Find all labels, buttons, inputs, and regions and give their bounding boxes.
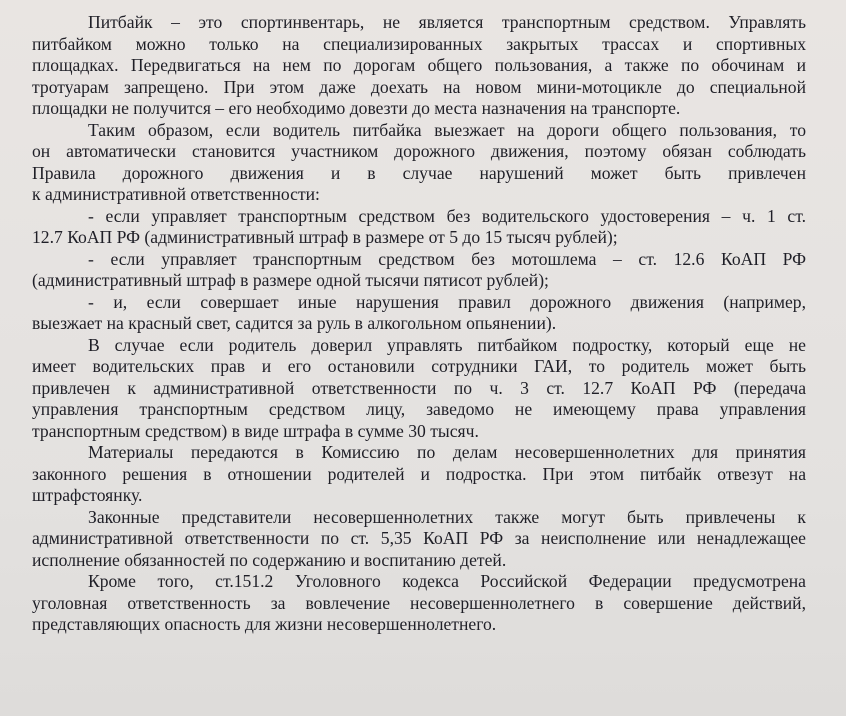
list-item-no-license	[32, 206, 806, 249]
list-item-other-violations	[32, 292, 806, 335]
text-line: транспортным средством) в виде штрафа в сумме 30 тысяч.	[32, 420, 479, 441]
paragraph-traffic-participant	[32, 120, 806, 206]
text-line: он автоматически становится участником дорожного движения, поэтому обязан соблюдать	[32, 141, 806, 161]
text-line: тротуарам запрещено. При этом даже доехать на новом мини-мотоцикле до специальной	[32, 76, 806, 97]
text-line: к административной ответственности:	[32, 184, 320, 204]
text-line: представляющих опасность для жизни несовершеннолетнего.	[32, 614, 497, 634]
text-line: - если управляет транспортным средством без водительского удостоверения – ч. 1 ст.	[88, 205, 806, 226]
text-line: имеет водительских прав и его остановили сотрудники ГАИ, то родитель может быть	[32, 356, 806, 376]
text-line: штрафстоянку.	[32, 485, 143, 505]
text-line: Питбайк – это спортинвентарь, не является транспортным средством. Управлять	[88, 12, 806, 32]
paragraph-commission	[32, 442, 806, 507]
text-line: В случае если родитель доверил управлять питбайком подростку, который еще не	[88, 334, 806, 355]
text-line: площадках. Передвигаться на нем по дорогам общего пользования, а также по обочинам и	[32, 55, 806, 75]
text-line: Правила дорожного движения и в случае нарушений может быть привлечен	[32, 162, 806, 183]
paragraph-parent-liability	[32, 335, 806, 443]
text-line: - если управляет транспортным средством без мотошлема – ст. 12.6 КоАП РФ	[88, 248, 806, 269]
text-line: Законные представители несовершеннолетних также могут быть привлечены к	[88, 506, 806, 527]
text-line: площадки не получится – его необходимо довезти до места назначения на транспорте.	[32, 98, 681, 118]
text-line: - и, если совершает иные нарушения правил дорожного движения (например,	[88, 291, 806, 312]
text-line: привлечен к административной ответственности по ч. 3 ст. 12.7 КоАП РФ (передача	[32, 377, 806, 398]
text-line: Кроме того, ст.151.2 Уголовного кодекса Российской Федерации предусмотрена	[88, 571, 806, 591]
text-line: исполнение обязанностей по содержанию и воспитанию детей.	[32, 549, 507, 570]
paragraph-legal-representatives	[32, 507, 806, 572]
text-line: Материалы передаются в Комиссию по делам несовершеннолетних для принятия	[88, 442, 806, 462]
text-line: 12.7 КоАП РФ (административный штраф в размере от 5 до 15 тысяч рублей);	[32, 227, 618, 247]
paragraph-criminal-code	[32, 571, 806, 636]
text-line: административной ответственности по ст. 5,35 КоАП РФ за неисполнение или ненадлежащее	[32, 528, 806, 548]
text-line: выезжает на красный свет, садится за руль в алкогольном опьянении).	[32, 313, 557, 333]
text-line: управления транспортным средством лицу, заведомо не имеющему права управления	[32, 399, 806, 419]
text-line: питбайком можно только на специализированных закрытых трассах и спортивных	[32, 33, 806, 54]
text-line: (административный штраф в размере одной тысячи пятисот рублей);	[32, 270, 549, 290]
text-line: законного решения в отношении родителей и подростка. При этом питбайк отвезут на	[32, 463, 806, 484]
text-line: уголовная ответственность за вовлечение несовершеннолетнего в совершение действий,	[32, 592, 806, 613]
text-line: Таким образом, если водитель питбайка выезжает на дороги общего пользования, то	[88, 119, 806, 140]
list-item-no-helmet	[32, 249, 806, 292]
paragraph-pitbike-definition	[32, 12, 806, 120]
